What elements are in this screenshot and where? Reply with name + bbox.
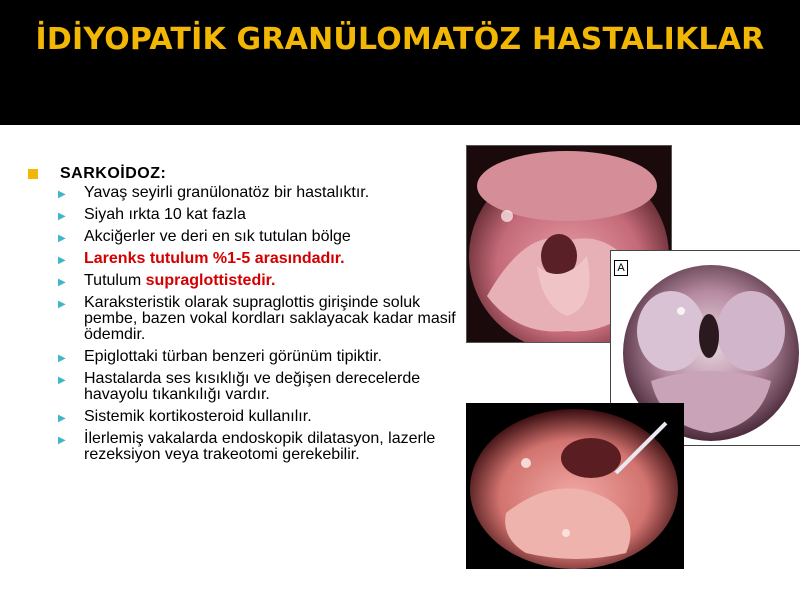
section-title: SARKOİDOZ:: [60, 165, 167, 182]
item-text: Karaksteristik olarak supraglottis girişinde soluk pembe, bazen vokal kordları saklayacak kadar masif ödemdir.: [84, 294, 456, 343]
image-label: A: [614, 260, 628, 276]
slide-title: İDİYOPATİK GRANÜLOMATÖZ HASTALIKLAR: [35, 22, 765, 57]
item-text: Akciğerler ve deri en sık tutulan bölge: [84, 228, 351, 245]
square-bullet-icon: [28, 169, 38, 179]
item-text: Siyah ırkta 10 kat fazla: [84, 206, 246, 223]
triangle-bullet-icon: ▶: [58, 375, 66, 386]
title-bar: [0, 0, 800, 125]
list-item: [58, 207, 468, 223]
list-item: [58, 295, 468, 343]
triangle-bullet-icon: ▶: [58, 353, 66, 364]
triangle-bullet-icon: ▶: [58, 233, 66, 244]
item-text: Hastalarda ses kısıklığı ve değişen derecelerde havayolu tıkankılığı vardır.: [84, 370, 421, 403]
item-text: Yavaş seyirli granülonatöz bir hastalıktır.: [84, 184, 370, 201]
list-item: [58, 251, 468, 267]
item-text: Sistemik kortikosteroid kullanılır.: [84, 408, 312, 425]
triangle-bullet-icon: ▶: [58, 255, 66, 266]
triangle-bullet-icon: ▶: [58, 435, 66, 446]
section-header: [28, 165, 468, 183]
triangle-bullet-icon: ▶: [58, 277, 66, 288]
triangle-bullet-icon: ▶: [58, 299, 66, 310]
list-item: [58, 229, 468, 245]
item-text: Tutulum: [84, 272, 146, 289]
item-text-highlight: Larenks tutulum %1-5 arasındadır.: [84, 250, 345, 267]
list-item: [58, 371, 468, 403]
list-item: [58, 273, 468, 289]
item-text: Epiglottaki türban benzeri görünüm tipiktir.: [84, 348, 382, 365]
triangle-bullet-icon: ▶: [58, 211, 66, 222]
laryngoscopy-photo-3: [466, 403, 684, 569]
bullet-list: [28, 185, 468, 463]
list-item: [58, 349, 468, 365]
item-text-highlight: supraglottistedir.: [145, 272, 276, 289]
item-text: İlerlemiş vakalarda endoskopik dilatasyon, lazerle rezeksiyon veya trakeotomi gerekebilir.: [84, 430, 436, 463]
list-item: [58, 431, 468, 463]
triangle-bullet-icon: ▶: [58, 189, 66, 200]
triangle-bullet-icon: ▶: [58, 413, 66, 424]
slide-content: [28, 165, 468, 469]
list-item: [58, 409, 468, 425]
list-item: [58, 185, 468, 201]
